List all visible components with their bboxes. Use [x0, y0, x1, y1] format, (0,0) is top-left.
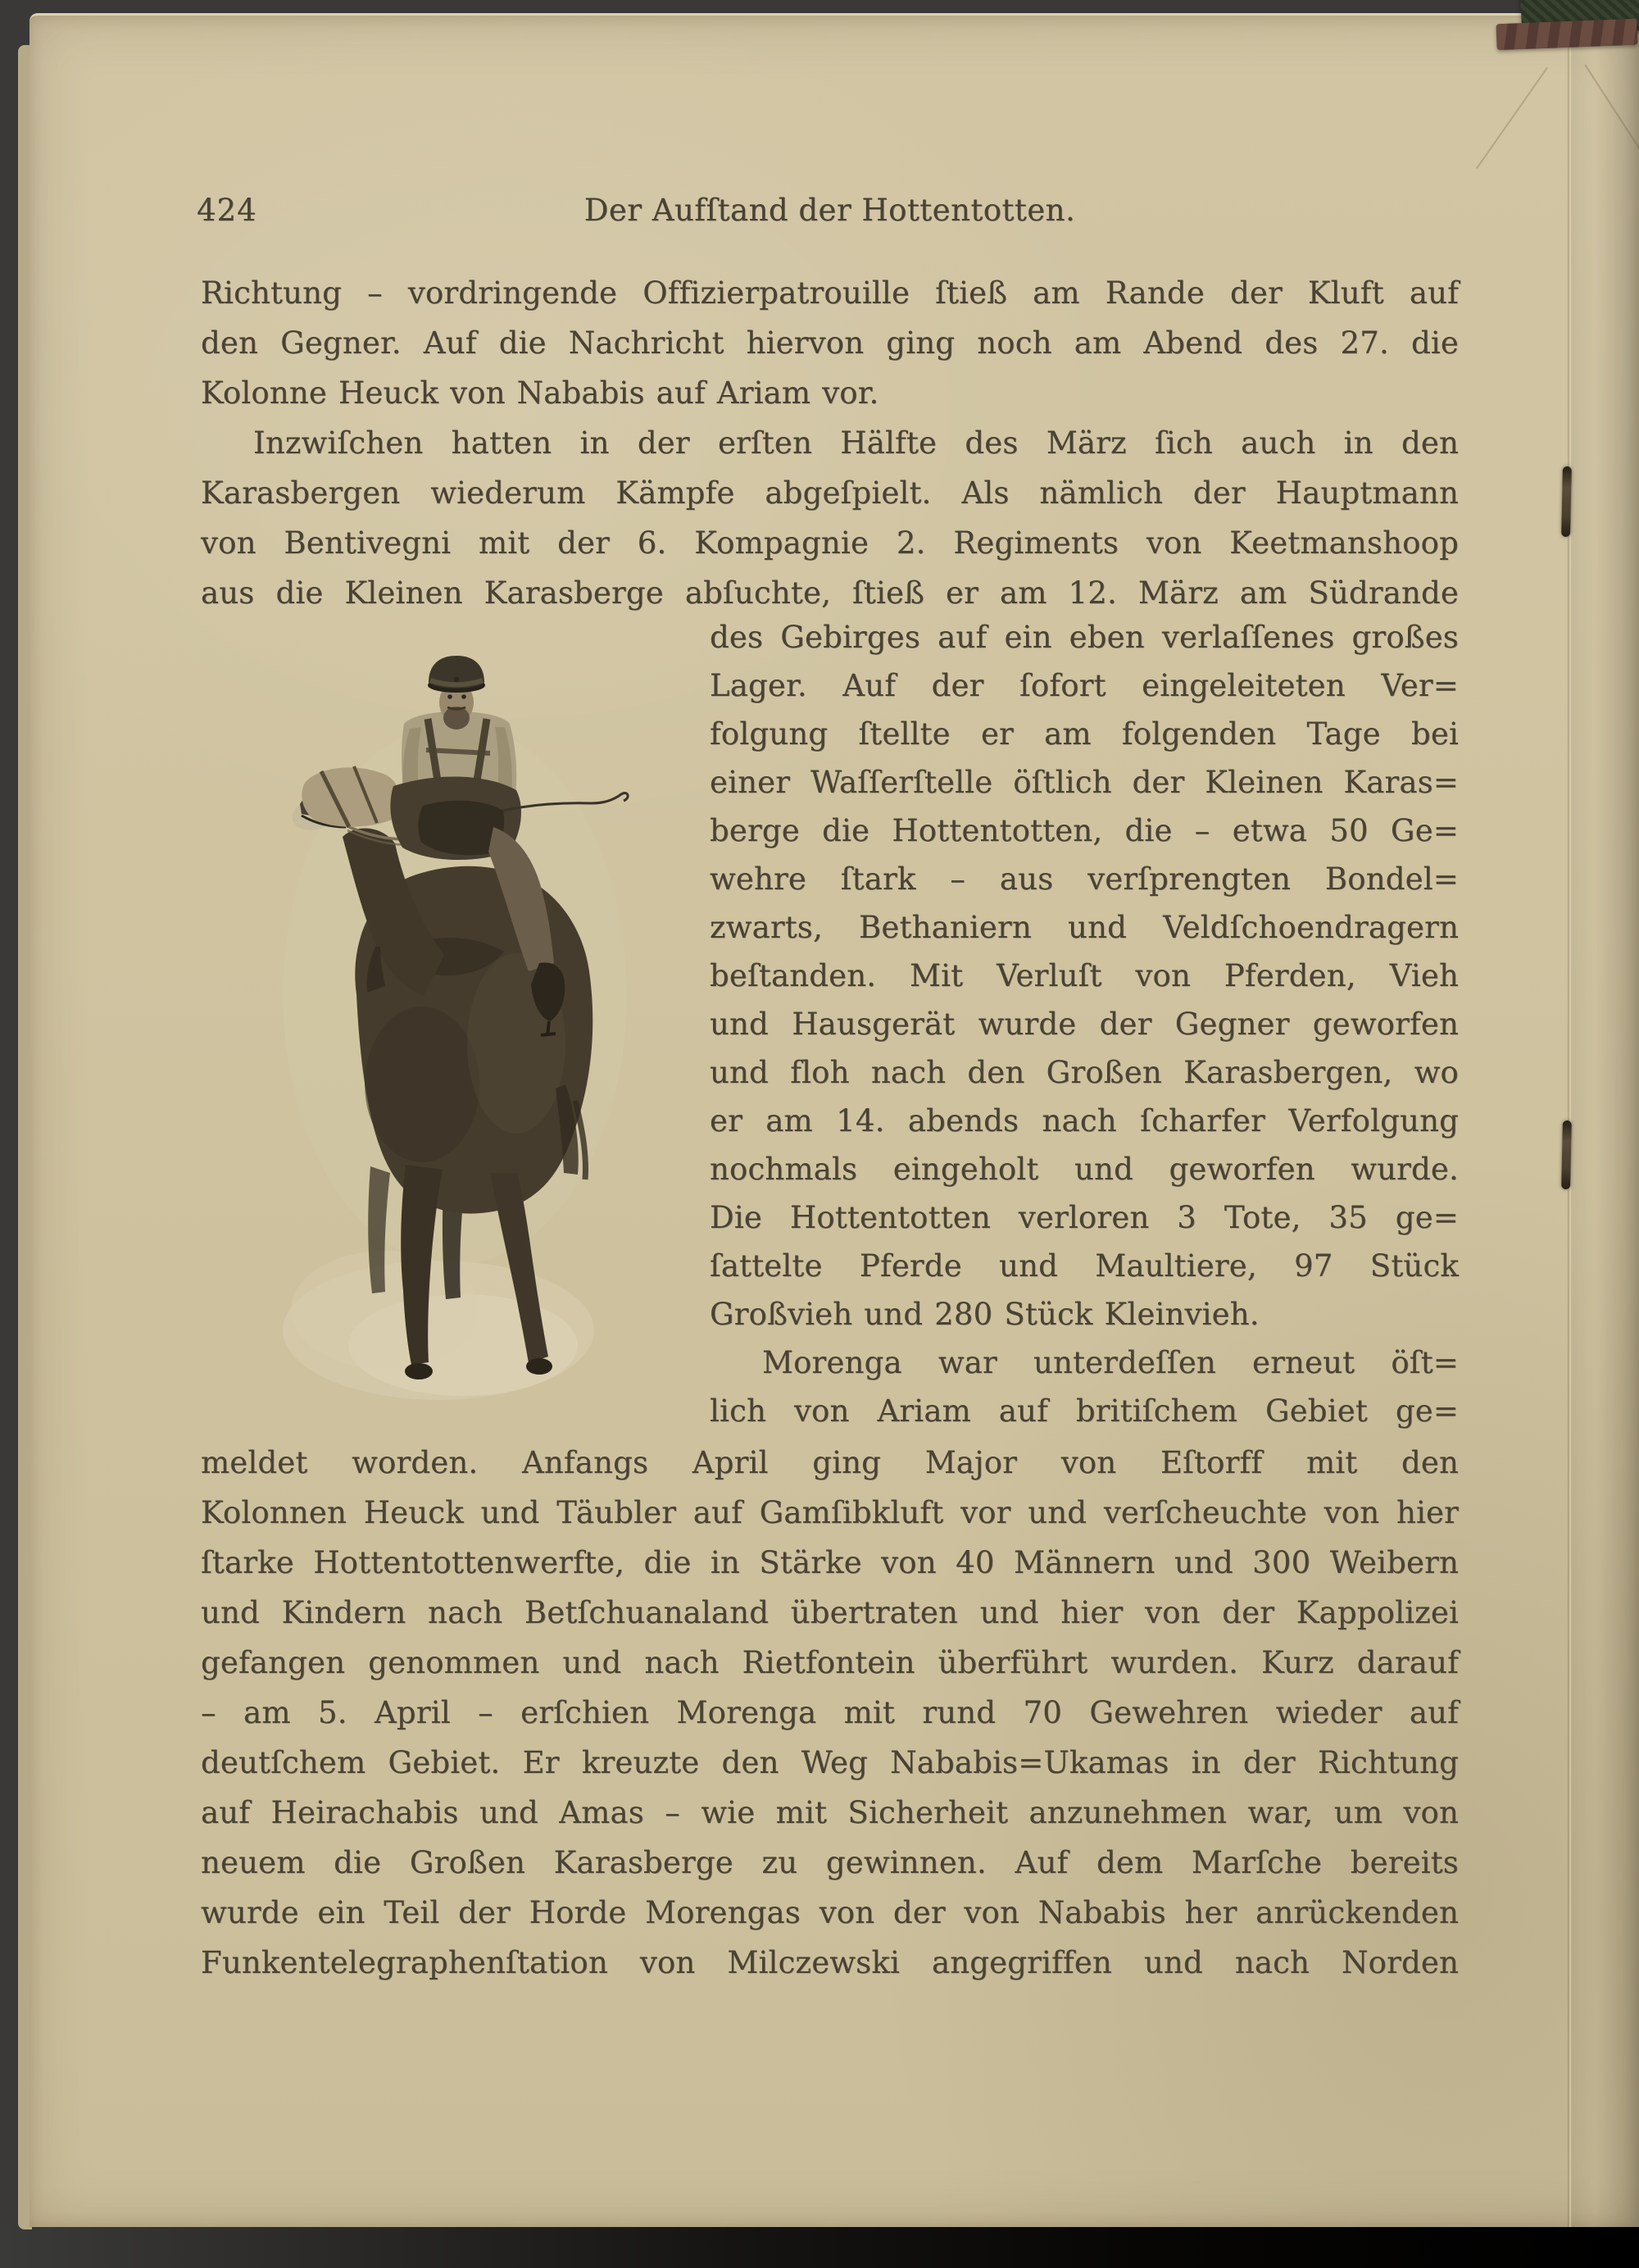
- page-number: 424: [197, 193, 257, 228]
- text-line: zwarts, Bethaniern und Veldſchoendragern: [710, 910, 1459, 945]
- text-line: einer Waſſerſtelle öſtlich der Kleinen Karas=: [710, 765, 1459, 800]
- page-surface: [30, 13, 1639, 2227]
- text-line: wurde ein Teil der Horde Morengas von der von Nababis her anrückenden: [201, 1895, 1459, 1930]
- text-line: Die Hottentotten verloren 3 Tote, 35 ge=: [710, 1200, 1459, 1235]
- text-line: ſattelte Pferde und Maultiere, 97 Stück: [710, 1248, 1459, 1284]
- text-line: aus die Kleinen Karasberge abſuchte, ſtieß er am 12. März am Südrande: [201, 575, 1459, 611]
- text-line: nochmals eingeholt und geworfen wurde.: [710, 1152, 1459, 1187]
- text-line: Lager. Auf der ſofort eingeleiteten Ver=: [710, 668, 1459, 703]
- camel-rider-photo: [270, 642, 639, 1404]
- text-line: von Bentivegni mit der 6. Kompagnie 2. Regiments von Keetmanshoop: [201, 525, 1459, 561]
- text-line: Funkentelegraphenſtation von Milczewski angegriffen und nach Norden: [201, 1945, 1459, 1980]
- text-line: beſtanden. Mit Verluſt von Pferden, Vieh: [710, 958, 1459, 993]
- body-text-top: [201, 268, 1459, 618]
- text-line: gefangen genommen und nach Rietfontein überführt wurden. Kurz darauf: [201, 1645, 1459, 1680]
- staple: [1561, 466, 1572, 537]
- text-line: berge die Hottentotten, die – etwa 50 Ge=: [710, 813, 1459, 848]
- text-line: er am 14. abends nach ſcharfer Verfolgung: [710, 1103, 1459, 1139]
- text-line: Karasbergen wiederum Kämpfe abgeſpielt. Als nämlich der Hauptmann: [201, 475, 1459, 511]
- text-line: folgung ſtellte er am folgenden Tage bei: [710, 716, 1459, 752]
- text-line: ſtarke Hottentottenwerfte, die in Stärke von 40 Männern und 300 Weibern: [201, 1545, 1459, 1580]
- text-line: Morenga war unterdeſſen erneut öſt=: [762, 1345, 1459, 1380]
- text-line: – am 5. April – erſchien Morenga mit rund 70 Gewehren wieder auf: [201, 1695, 1459, 1730]
- text-line: lich von Ariam auf britiſchem Gebiet ge=: [710, 1393, 1459, 1429]
- text-line: des Gebirges auf ein eben verlaſſenes großes: [710, 620, 1459, 655]
- corner-crease: [1476, 67, 1548, 169]
- text-line: auf Heirachabis und Amas – wie mit Sicherheit anzunehmen war, um von: [201, 1795, 1459, 1830]
- staple: [1561, 1120, 1572, 1189]
- text-line: wehre ſtark – aus verſprengten Bondel=: [710, 861, 1459, 897]
- body-text-bottom: [201, 1438, 1459, 1988]
- text-line: Großvieh und 280 Stück Kleinvieh.: [710, 1297, 1260, 1332]
- text-line: meldet worden. Anfangs April ging Major von Eſtorff mit den: [201, 1445, 1459, 1480]
- text-line: Kolonnen Heuck und Täubler auf Gamſibkluft vor und verſcheuchte von hier: [201, 1495, 1459, 1530]
- text-line: Richtung – vordringende Offizierpatrouille ſtieß am Rande der Kluft auf: [201, 275, 1459, 311]
- text-line: Inzwiſchen hatten in der erſten Hälfte des März ſich auch in den: [253, 425, 1459, 461]
- text-line: Kolonne Heuck von Nababis auf Ariam vor.: [201, 375, 879, 411]
- scan-bottom-shadow: [0, 2223, 1639, 2268]
- cover-spine-edge: [1496, 19, 1637, 51]
- text-line: und Hausgerät wurde der Gegner geworfen: [710, 1007, 1459, 1042]
- running-header: Der Aufſtand der Hottentotten.: [583, 193, 1076, 228]
- text-line: den Gegner. Auf die Nachricht hiervon ging noch am Abend des 27. die: [201, 325, 1459, 361]
- text-line: neuem die Großen Karasberge zu gewinnen. Auf dem Marſche bereits: [201, 1845, 1459, 1880]
- body-text-beside-photo: [710, 613, 1459, 1435]
- text-line: und Kindern nach Betſchuanaland übertraten und hier von der Kappolizei: [201, 1595, 1459, 1630]
- text-line: deutſchem Gebiet. Er kreuzte den Weg Nababis=Ukamas in der Richtung: [201, 1745, 1459, 1780]
- text-line: und floh nach den Großen Karasbergen, wo: [710, 1055, 1459, 1090]
- fold-shading: [1572, 16, 1639, 2227]
